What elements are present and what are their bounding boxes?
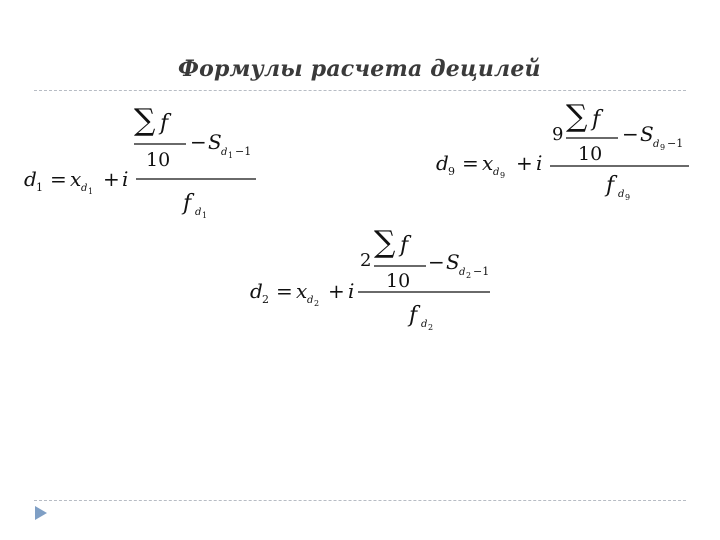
d2-S-sub-index: 2 — [466, 271, 472, 280]
d2-i: i — [348, 279, 355, 303]
d2-ten: 10 — [386, 270, 411, 292]
d2-minus: − — [428, 250, 445, 274]
d1-plus: + — [103, 167, 120, 191]
d9-sum-f: f — [592, 107, 601, 132]
d2-sum-icon: ∑ — [374, 225, 396, 260]
d2-denom-sub-d: d — [421, 319, 428, 330]
formula-d2 — [244, 222, 504, 342]
formula-d1 — [18, 104, 278, 224]
d1-S-sub-index: 1 — [228, 151, 234, 160]
d2-x-sub-d: d — [307, 295, 314, 306]
d9-x-sub-index: 9 — [500, 171, 506, 180]
d9-denom-sub-d: d — [618, 189, 625, 200]
d2-equals: = — [276, 279, 293, 303]
d1-x: x — [70, 167, 82, 191]
d1-sum-f: f — [160, 111, 169, 136]
bottom-divider — [34, 500, 686, 501]
formula-d9 — [430, 98, 700, 208]
d1-S-sub-d: d — [221, 147, 228, 158]
top-divider — [34, 90, 686, 91]
d2-lhs-index: 2 — [262, 293, 269, 306]
d1-lhs-d: d — [24, 167, 37, 191]
d1-denom-sub-d: d — [195, 207, 202, 218]
d9-lhs-index: 9 — [448, 165, 455, 178]
d1-x-sub-index: 1 — [88, 187, 94, 196]
d1-sum-icon: ∑ — [134, 103, 156, 138]
d2-S: S — [446, 250, 460, 274]
d2-S-sub-minus-one: −1 — [473, 265, 490, 278]
d9-plus: + — [516, 151, 533, 175]
d9-S-sub-d: d — [653, 139, 660, 150]
d1-x-sub-d: d — [81, 183, 88, 194]
d9-x-sub-d: d — [493, 167, 500, 178]
d1-ten: 10 — [146, 149, 171, 171]
d2-S-sub-d: d — [459, 267, 466, 278]
d9-S: S — [640, 122, 654, 146]
d1-equals: = — [50, 167, 67, 191]
d9-equals: = — [462, 151, 479, 175]
d9-minus: − — [622, 122, 639, 146]
d2-plus: + — [328, 279, 345, 303]
d2-lhs-d: d — [250, 279, 263, 303]
slide-title: Формулы расчета децилей — [178, 56, 541, 82]
d1-S-sub-minus-one: −1 — [235, 145, 252, 158]
d9-ten: 10 — [578, 143, 603, 165]
triangle-bullet-icon — [34, 505, 48, 521]
d2-sum-f: f — [400, 233, 409, 258]
d9-S-sub-minus-one: −1 — [667, 137, 684, 150]
d9-sum-icon: ∑ — [566, 99, 588, 134]
d2-denom-sub-index: 2 — [428, 323, 434, 332]
d1-lhs-index: 1 — [36, 181, 43, 194]
d1-minus: − — [190, 130, 207, 154]
d9-denom-sub-index: 9 — [625, 193, 631, 202]
d1-S: S — [208, 130, 222, 154]
d1-i: i — [122, 167, 129, 191]
d9-denom-f: f — [606, 173, 615, 198]
d9-lhs-d: d — [436, 151, 449, 175]
d2-x-sub-index: 2 — [314, 299, 320, 308]
d2-x: x — [296, 279, 308, 303]
d2-denom-f: f — [409, 303, 418, 328]
d9-S-sub-index: 9 — [660, 143, 666, 152]
d9-i: i — [536, 151, 543, 175]
d9-factor: 9 — [552, 124, 564, 145]
d1-denom-f: f — [183, 191, 192, 216]
d2-factor: 2 — [360, 250, 372, 271]
d9-x: x — [482, 151, 494, 175]
d1-denom-sub-index: 1 — [202, 211, 208, 220]
